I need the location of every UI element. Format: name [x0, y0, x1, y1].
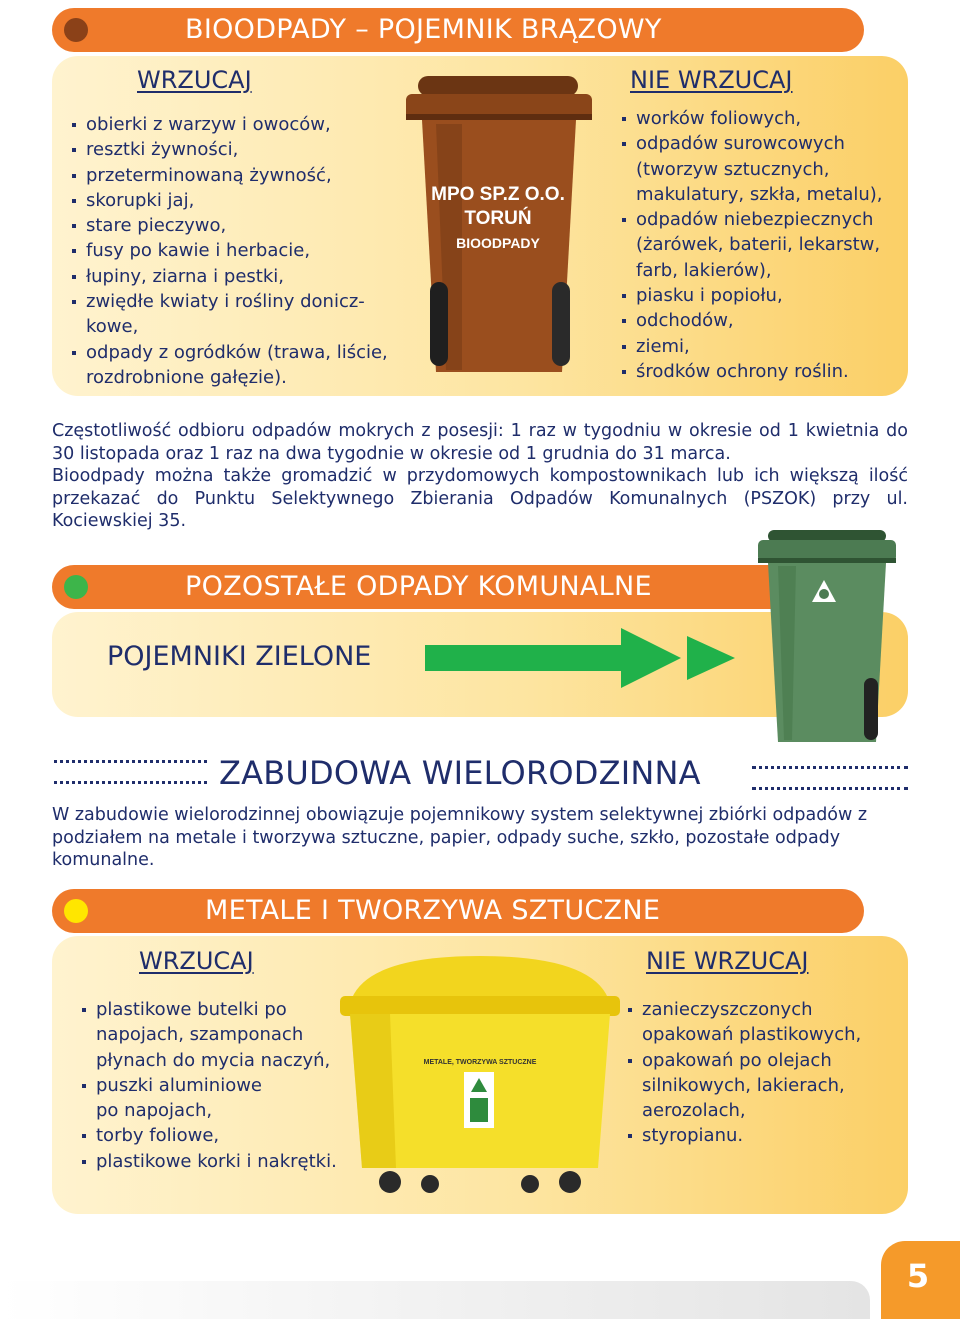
bio-nie-wrzucaj-list: [622, 106, 902, 384]
bin-label-1: MPO SP.Z O.O.: [431, 184, 565, 205]
metale-wrzucaj-list: [82, 997, 362, 1174]
dotted-line: [54, 781, 207, 784]
list-item: przeterminowaną żywność,: [72, 163, 412, 188]
green-arrow-icon: [425, 628, 745, 688]
list-item: torby foliowe,: [82, 1123, 362, 1148]
zabudowa-title: ZABUDOWA WIELORODZINNA: [219, 754, 701, 792]
list-item: zanieczyszczonych opakowań plastikowych,: [628, 997, 888, 1048]
list-item: stare pieczywo,: [72, 213, 412, 238]
green-dot-icon: [64, 575, 88, 599]
brown-dot-icon: [64, 18, 88, 42]
list-item: resztki żywności,: [72, 137, 412, 162]
metale-wrzucaj-heading: WRZUCAJ: [139, 947, 254, 975]
list-item: odpadów niebezpiecznych (żarówek, baterii, lekarstw, farb, lakierów),: [622, 207, 902, 283]
page-number: 5: [906, 1257, 930, 1295]
metale-banner: [52, 889, 864, 933]
list-item: plastikowe korki i nakrętki.: [82, 1149, 362, 1174]
pozostale-title: POZOSTAŁE ODPADY KOMUNALNE: [185, 571, 652, 602]
yellow-dot-icon: [64, 899, 88, 923]
bio-nie-wrzucaj-heading: NIE WRZUCAJ: [630, 66, 793, 94]
yellow-bin-label: METALE, TWORZYWA SZTUCZNE: [423, 1059, 537, 1066]
dotted-line: [752, 766, 908, 769]
list-item: zwiędłe kwiaty i rośliny donicz- kowe,: [72, 289, 412, 340]
list-item: styropianu.: [628, 1123, 888, 1148]
list-item: opakowań po olejach silnikowych, lakierach, aerozolach,: [628, 1048, 888, 1124]
dotted-line: [54, 760, 207, 763]
page-footer-bar: [0, 1281, 870, 1319]
green-bin-image: [752, 528, 902, 750]
bio-wrzucaj-heading: WRZUCAJ: [137, 66, 252, 94]
list-item: środków ochrony roślin.: [622, 359, 902, 384]
metale-nie-wrzucaj-heading: NIE WRZUCAJ: [646, 947, 809, 975]
metale-title: METALE I TWORZYWA SZTUCZNE: [205, 895, 661, 926]
metale-nie-wrzucaj-list: [628, 997, 888, 1149]
list-item: piasku i popiołu,: [622, 283, 902, 308]
bin-label-3: BIOODPADY: [456, 235, 540, 251]
bioodpady-banner: [52, 8, 864, 52]
yellow-bin-image: [330, 952, 630, 1196]
list-item: fusy po kawie i herbacie,: [72, 238, 412, 263]
bioodpady-title: BIOODPADY – POJEMNIK BRĄZOWY: [185, 14, 662, 45]
bio-compost-text: Bioodpady można także gromadzić w przydomowych kompostownikach lub ich większą ilość przekazać do Punktu Selektywnego Zbierania Odpadów Komunalnych (PSZOK) przy ul. Kociewskiej 35.: [52, 466, 908, 531]
bin-label-2: TORUŃ: [464, 208, 532, 229]
list-item: worków foliowych,: [622, 106, 902, 131]
bio-frequency-text: Częstotliwość odbioru odpadów mokrych z posesji: 1 raz w tygodniu w okresie od 1 kwietnia do 30 listopada oraz 1 raz na dwa tygodnie w okresie od 1 grudnia do 31 marca.: [52, 421, 908, 464]
dotted-line: [752, 787, 908, 790]
bio-wrzucaj-list: [72, 112, 412, 390]
list-item: skorupki jaj,: [72, 188, 412, 213]
list-item: łupiny, ziarna i pestki,: [72, 264, 412, 289]
brown-bin-image: [400, 72, 600, 384]
zabudowa-text: W zabudowie wielorodzinnej obowiązuje pojemnikowy system selektywnej zbiórki odpadów z podziałem na metale i tworzywa sztuczne, papier, odpady suche, szkło, pozostałe odpady komunalne.: [52, 805, 868, 870]
list-item: odpady z ogródków (trawa, liście, rozdrobnione gałęzie).: [72, 340, 412, 391]
green-containers-label: POJEMNIKI ZIELONE: [107, 641, 372, 672]
list-item: ziemi,: [622, 334, 902, 359]
list-item: odpadów surowcowych (tworzyw sztucznych, makulatury, szkła, metalu),: [622, 131, 902, 207]
list-item: plastikowe butelki po napojach, szamponach płynach do mycia naczyń,: [82, 997, 362, 1073]
list-item: puszki aluminiowe po napojach,: [82, 1073, 362, 1124]
list-item: odchodów,: [622, 308, 902, 333]
list-item: obierki z warzyw i owoców,: [72, 112, 412, 137]
pozostale-banner: [52, 565, 864, 609]
